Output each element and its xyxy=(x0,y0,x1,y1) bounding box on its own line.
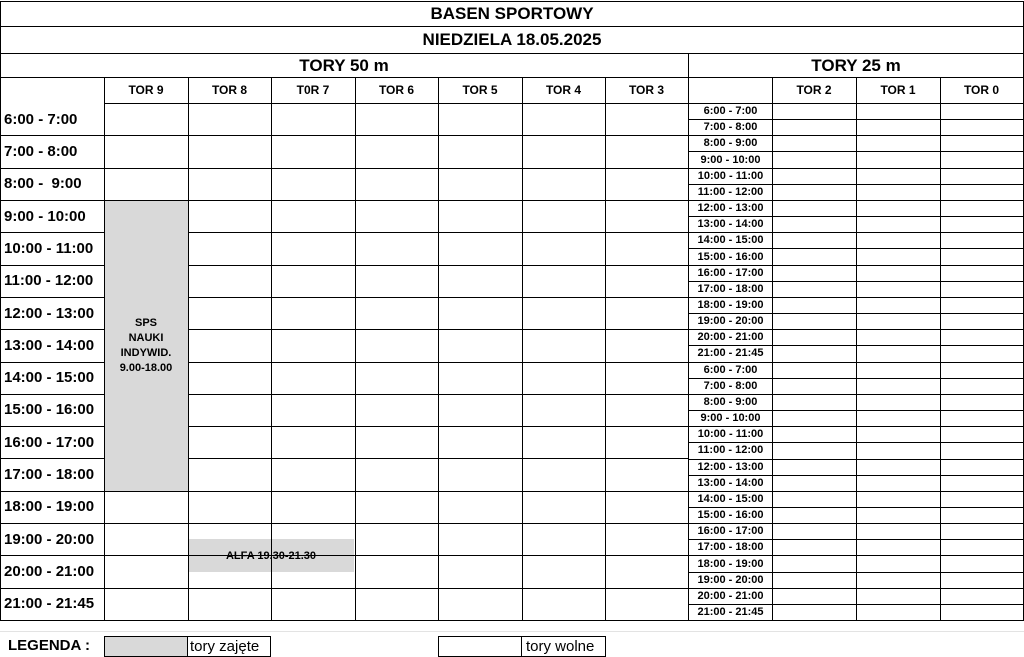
grid-hline xyxy=(0,329,104,330)
grid-hline xyxy=(0,523,104,524)
grid-hline xyxy=(104,523,188,524)
time-slot-25m: 19:00 - 20:00 xyxy=(697,573,764,586)
time-slot-50m: 8:00 - 9:00 xyxy=(4,175,82,193)
time-slot-25m: 17:00 - 18:00 xyxy=(697,541,764,554)
time-slot-25m: 12:00 - 13:00 xyxy=(697,460,764,473)
time-slot-25m: 7:00 - 8:00 xyxy=(703,121,758,134)
reservation-sps-line: INDYWID. xyxy=(120,346,172,359)
pool-25m-label: TORY 25 m xyxy=(811,55,901,75)
pool-50m-label: TORY 50 m xyxy=(299,55,389,75)
time-slot-25m: 21:00 - 21:45 xyxy=(697,606,764,619)
time-slot-25m: 11:00 - 12:00 xyxy=(697,444,764,457)
time-slot-50m: 21:00 - 21:45 xyxy=(4,595,95,613)
reservation-sps-line: 9.00-18.00 xyxy=(119,361,173,374)
time-slot-50m: 14:00 - 15:00 xyxy=(4,369,95,387)
time-slot-50m: 20:00 - 21:00 xyxy=(4,563,95,581)
frame-bottom xyxy=(0,620,1024,621)
time-slot-25m: 14:00 - 15:00 xyxy=(697,492,764,505)
lane-header-25m: TOR 1 xyxy=(880,83,916,97)
time-slot-25m: 20:00 - 21:00 xyxy=(697,331,764,344)
legend-occupied-swatch xyxy=(104,636,188,657)
reservation-sps-block[interactable] xyxy=(104,200,188,491)
grid-hline xyxy=(104,491,188,492)
reservation-alfa-block[interactable]: ALFA 19.30-21.30 xyxy=(188,539,354,572)
grid-vline xyxy=(772,77,773,620)
grid-hline xyxy=(104,135,188,136)
time-slot-50m: 16:00 - 17:00 xyxy=(4,433,95,451)
grid-hline xyxy=(0,588,104,589)
grid-hline xyxy=(104,168,188,169)
time-slot-25m: 18:00 - 19:00 xyxy=(697,557,764,570)
time-slot-25m: 15:00 - 16:00 xyxy=(697,509,764,522)
time-slot-25m: 13:00 - 14:00 xyxy=(697,476,764,489)
time-slot-50m: 13:00 - 14:00 xyxy=(4,336,95,354)
time-slot-25m: 6:00 - 7:00 xyxy=(703,363,758,376)
time-slot-25m: 19:00 - 20:00 xyxy=(697,315,764,328)
time-slot-25m: 8:00 - 9:00 xyxy=(703,395,758,408)
time-slot-25m: 7:00 - 8:00 xyxy=(703,379,758,392)
legend-label: LEGENDA : xyxy=(8,637,90,654)
lane-header-50m: TOR 6 xyxy=(378,83,415,97)
lane-header-50m: T0R 7 xyxy=(296,83,330,97)
grid-vline xyxy=(605,77,606,620)
grid-vline xyxy=(940,77,941,620)
title-divider xyxy=(0,26,1024,27)
grid-vline xyxy=(271,77,272,620)
frame-top xyxy=(0,1,1024,2)
sheet-gridline xyxy=(0,631,1024,632)
legend-free-swatch xyxy=(438,636,522,657)
time-slot-50m: 10:00 - 11:00 xyxy=(4,239,94,257)
lane-header-50m: TOR 9 xyxy=(128,83,164,97)
grid-hline xyxy=(104,555,188,556)
time-slot-25m: 16:00 - 17:00 xyxy=(697,525,764,538)
schedule-date: NIEDZIELA 18.05.2025 xyxy=(422,30,602,49)
time-slot-25m: 13:00 - 14:00 xyxy=(697,218,764,231)
time-slot-25m: 10:00 - 11:00 xyxy=(697,428,764,441)
grid-hline xyxy=(104,588,188,589)
time-slot-25m: 10:00 - 11:00 xyxy=(697,169,764,182)
time-slot-50m: 17:00 - 18:00 xyxy=(4,466,95,484)
grid-hline xyxy=(0,168,104,169)
grid-vline xyxy=(856,77,857,620)
grid-vline xyxy=(355,77,356,620)
grid-hline xyxy=(0,394,104,395)
grid-hline xyxy=(0,232,104,233)
grid-hline xyxy=(0,555,104,556)
grid-hline xyxy=(0,458,104,459)
grid-hline xyxy=(0,491,104,492)
time-slot-50m: 9:00 - 10:00 xyxy=(4,207,86,225)
time-slot-25m: 9:00 - 10:00 xyxy=(700,153,761,166)
lane-header-50m: TOR 3 xyxy=(628,83,665,97)
grid-vline xyxy=(522,77,523,620)
time-slot-25m: 16:00 - 17:00 xyxy=(697,266,764,279)
time-slot-50m: 15:00 - 16:00 xyxy=(4,401,95,419)
grid-hline xyxy=(0,426,104,427)
time-slot-50m: 11:00 - 12:00 xyxy=(4,272,94,290)
time-slot-25m: 6:00 - 7:00 xyxy=(703,105,758,118)
legend-free-text: tory wolne xyxy=(522,636,606,657)
grid-hline xyxy=(0,135,104,136)
page-title: BASEN SPORTOWY xyxy=(430,4,594,23)
time-slot-25m: 9:00 - 10:00 xyxy=(700,412,761,425)
section-divider xyxy=(0,77,1024,78)
legend-occupied-text: tory zajęte xyxy=(188,636,271,657)
time-slot-50m: 6:00 - 7:00 xyxy=(4,110,78,128)
time-slot-25m: 14:00 - 15:00 xyxy=(697,234,764,247)
time-slot-25m: 17:00 - 18:00 xyxy=(697,282,764,295)
time-slot-25m: 8:00 - 9:00 xyxy=(703,137,758,150)
header-bottom-50 xyxy=(104,103,688,104)
grid-vline xyxy=(104,77,105,620)
pool-divider xyxy=(688,53,689,620)
lane-header-25m: TOR 0 xyxy=(963,83,1000,97)
grid-hline xyxy=(0,265,104,266)
grid-hline xyxy=(104,200,188,201)
time-slot-50m: 19:00 - 20:00 xyxy=(4,530,95,548)
grid-hline xyxy=(0,362,104,363)
time-slot-25m: 15:00 - 16:00 xyxy=(697,250,764,263)
lane-header-50m: TOR 8 xyxy=(211,83,248,97)
lane-header-50m: TOR 5 xyxy=(462,83,498,97)
grid-hline xyxy=(0,200,104,201)
frame-left xyxy=(0,1,1,621)
lane-header-50m: TOR 4 xyxy=(545,83,582,97)
grid-vline xyxy=(188,77,189,620)
time-slot-25m: 18:00 - 19:00 xyxy=(697,298,764,311)
grid-hline xyxy=(0,297,104,298)
time-slot-50m: 12:00 - 13:00 xyxy=(4,304,95,322)
time-slot-50m: 18:00 - 19:00 xyxy=(4,498,95,516)
time-slot-25m: 21:00 - 21:45 xyxy=(697,347,764,360)
time-slot-25m: 20:00 - 21:00 xyxy=(697,589,764,602)
reservation-sps-line: SPS xyxy=(134,316,157,329)
grid-vline xyxy=(438,77,439,620)
lane-header-25m: TOR 2 xyxy=(796,83,832,97)
time-slot-50m: 7:00 - 8:00 xyxy=(4,142,78,160)
time-slot-25m: 11:00 - 12:00 xyxy=(697,185,764,198)
reservation-sps-line: NAUKI xyxy=(128,331,164,344)
date-divider xyxy=(0,53,1024,54)
time-slot-25m: 12:00 - 13:00 xyxy=(697,202,764,215)
